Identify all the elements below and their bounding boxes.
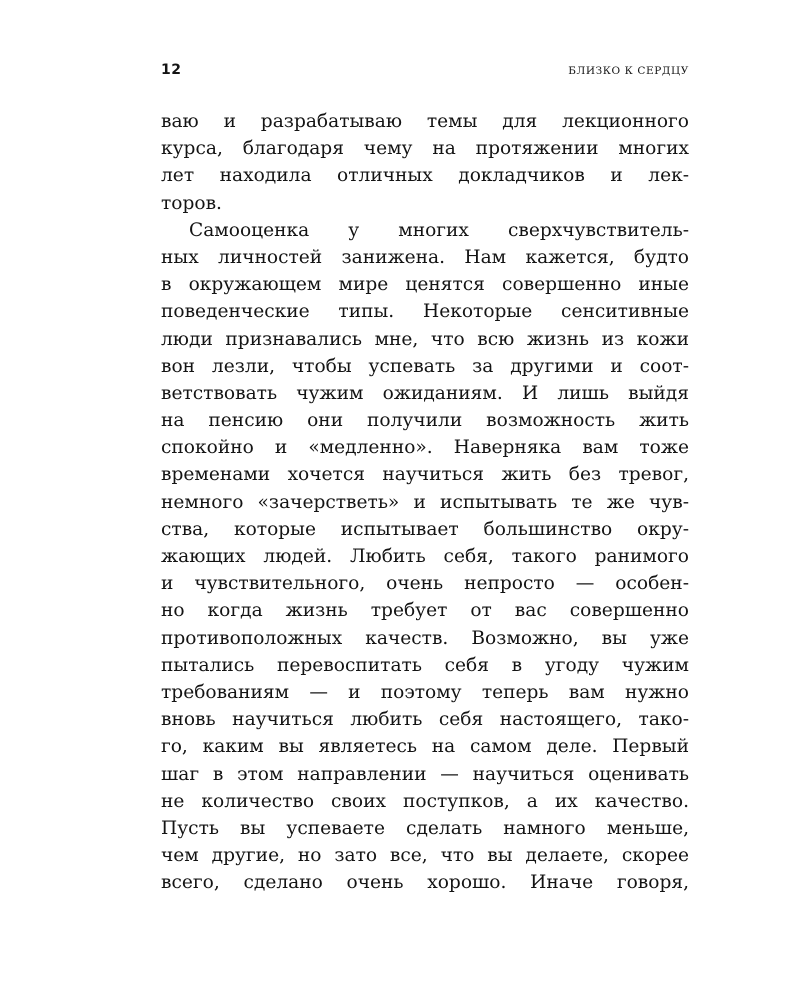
text-line: не количество своих поступков, а их качество. <box>161 790 689 812</box>
text-line: в окружающем мире ценятся совершенно иные <box>161 274 689 296</box>
text-line: вновь научиться любить себя настоящего, тако- <box>161 709 689 731</box>
text-line: лет находила отличных докладчиков и лек- <box>161 165 689 187</box>
text-line: люди признавались мне, что всю жизнь из кожи <box>161 328 689 350</box>
text-line: шаг в этом направлении — научиться оценивать <box>161 763 689 785</box>
text-line: курса, благодаря чему на протяжении многих <box>161 138 689 160</box>
text-line: временами хочется научиться жить без тревог, <box>161 464 689 486</box>
text-line: Самооценка у многих сверхчувствитель- <box>189 219 689 241</box>
text-line: ных личностей занижена. Нам кажется, будто <box>161 246 689 268</box>
text-line: немного «зачерстветь» и испытывать те же чув- <box>161 491 689 513</box>
text-line: ветствовать чужим ожиданиям. И лишь выйдя <box>161 382 689 404</box>
text-line: но когда жизнь требует от вас совершенно <box>161 600 689 622</box>
body-text <box>161 108 689 896</box>
text-line: торов. <box>161 192 222 214</box>
text-line: поведенческие типы. Некоторые сенситивные <box>161 301 689 323</box>
text-line: жающих людей. Любить себя, такого ранимого <box>161 546 689 567</box>
running-head: БЛИЗКО К СЕРДЦУ <box>568 65 689 77</box>
text-line: ства, которые испытывает большинство окру- <box>161 518 689 540</box>
text-line: ваю и разрабатываю темы для лекционного <box>161 111 689 132</box>
text-line: всего, сделано очень хорошо. Иначе говоря, <box>161 872 689 894</box>
text-line: и чувствительного, очень непросто — особен- <box>161 573 689 595</box>
text-line: чем другие, но зато все, что вы делаете, скорее <box>161 845 689 867</box>
text-line: требованиям — и поэтому теперь вам нужно <box>161 681 689 703</box>
text-line: вон лезли, чтобы успевать за другими и соот- <box>161 355 689 377</box>
text-line: противоположных качеств. Возможно, вы уже <box>161 627 689 649</box>
text-line: Пусть вы успеваете сделать намного меньше, <box>161 817 689 839</box>
text-line: спокойно и «медленно». Наверняка вам тоже <box>161 437 689 459</box>
page-header <box>161 62 689 82</box>
text-line: на пенсию они получили возможность жить <box>161 410 689 432</box>
text-line: го, каким вы являетесь на самом деле. Первый <box>161 736 689 758</box>
text-line: пытались перевоспитать себя в угоду чужим <box>161 654 689 676</box>
page-number: 12 <box>161 62 182 78</box>
